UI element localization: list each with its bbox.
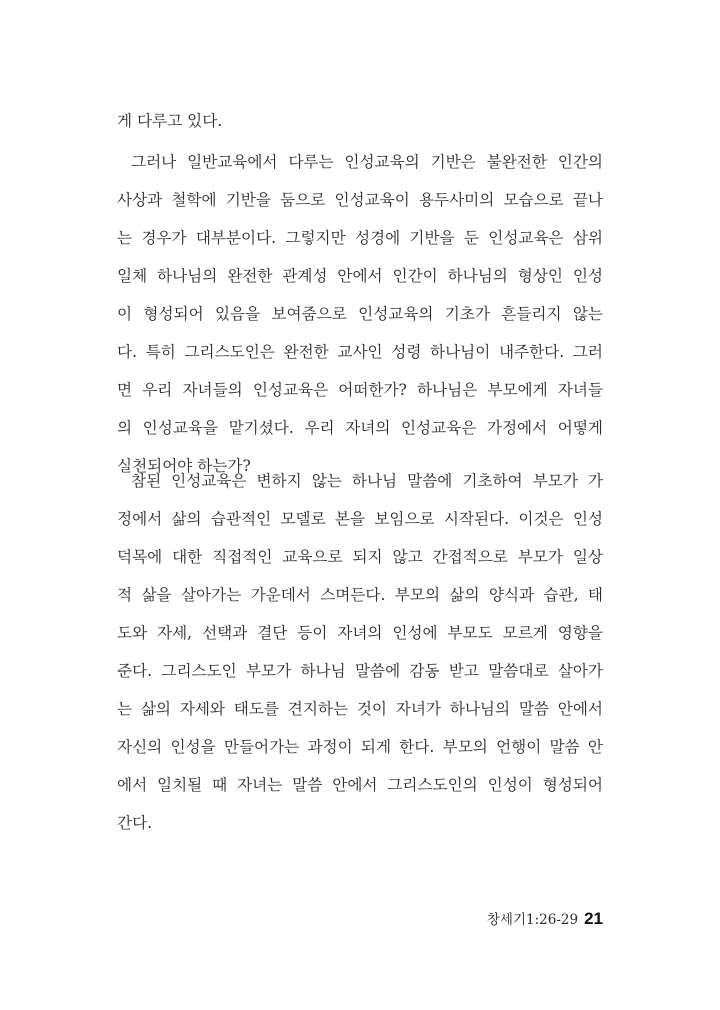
continued-text	[117, 102, 603, 140]
scripture-reference: 창세기1:26-29	[486, 912, 579, 928]
text-line: 사상과 철학에 기반을 둠으로 인성교육이 용두사미의 모습으로 끝나	[117, 191, 603, 209]
text-line: 는 삶의 자세와 태도를 견지하는 것이 자녀가 하나님의 말씀 안에서	[117, 700, 603, 718]
text-line: 적 삶을 살아가는 가운데서 스며든다. 부모의 삶의 양식과 습관, 태	[117, 586, 603, 604]
text-line: 간다.	[117, 814, 153, 832]
paragraph-2	[117, 462, 603, 842]
text-line: 는 경우가 대부분이다. 그렇지만 성경에 기반을 둔 인성교육은 삼위	[117, 229, 603, 247]
text-line: 에서 일치될 때 자녀는 말씀 안에서 그리스도인의 인성이 형성되어	[117, 776, 603, 794]
text-line: 다. 특히 그리스도인은 완전한 교사인 성령 하나님이 내주한다. 그러	[117, 343, 603, 361]
text-line: 참된 인성교육은 변하지 않는 하나님 말씀에 기초하여 부모가 가	[131, 472, 603, 490]
text-line: 자신의 인성을 만들어가는 과정이 되게 한다. 부모의 언행이 말씀 안	[117, 738, 603, 756]
text-line: 준다. 그리스도인 부모가 하나님 말씀에 감동 받고 말씀대로 살아가	[117, 662, 603, 680]
text-line: 실천되어야 하는가?	[117, 457, 251, 475]
text-line: 면 우리 자녀들의 인성교육은 어떠한가? 하나님은 부모에게 자녀들	[117, 381, 603, 399]
text-line: 일체 하나님의 완전한 관계성 안에서 인간이 하나님의 형상인 인성	[117, 267, 603, 285]
text-line: 덕목에 대한 직접적인 교육으로 되지 않고 간접적으로 부모가 일상	[117, 548, 603, 566]
text-line: 게 다루고 있다.	[117, 112, 223, 130]
text-line: 그러나 일반교육에서 다루는 인성교육의 기반은 불완전한 인간의	[131, 153, 603, 171]
text-line: 정에서 삶의 습관적인 모델로 본을 보임으로 시작된다. 이것은 인성	[117, 510, 603, 528]
paragraph-1	[117, 143, 603, 485]
text-line: 이 형성되어 있음을 보여줌으로 인성교육의 기초가 흔들리지 않는	[117, 305, 603, 323]
page-number: 21	[584, 909, 603, 928]
text-line: 의 인성교육을 맡기셨다. 우리 자녀의 인성교육은 가정에서 어떻게	[117, 419, 603, 437]
text-line: 도와 자세, 선택과 결단 등이 자녀의 인성에 부모도 모르게 영향을	[117, 624, 603, 642]
page-footer	[487, 904, 603, 934]
